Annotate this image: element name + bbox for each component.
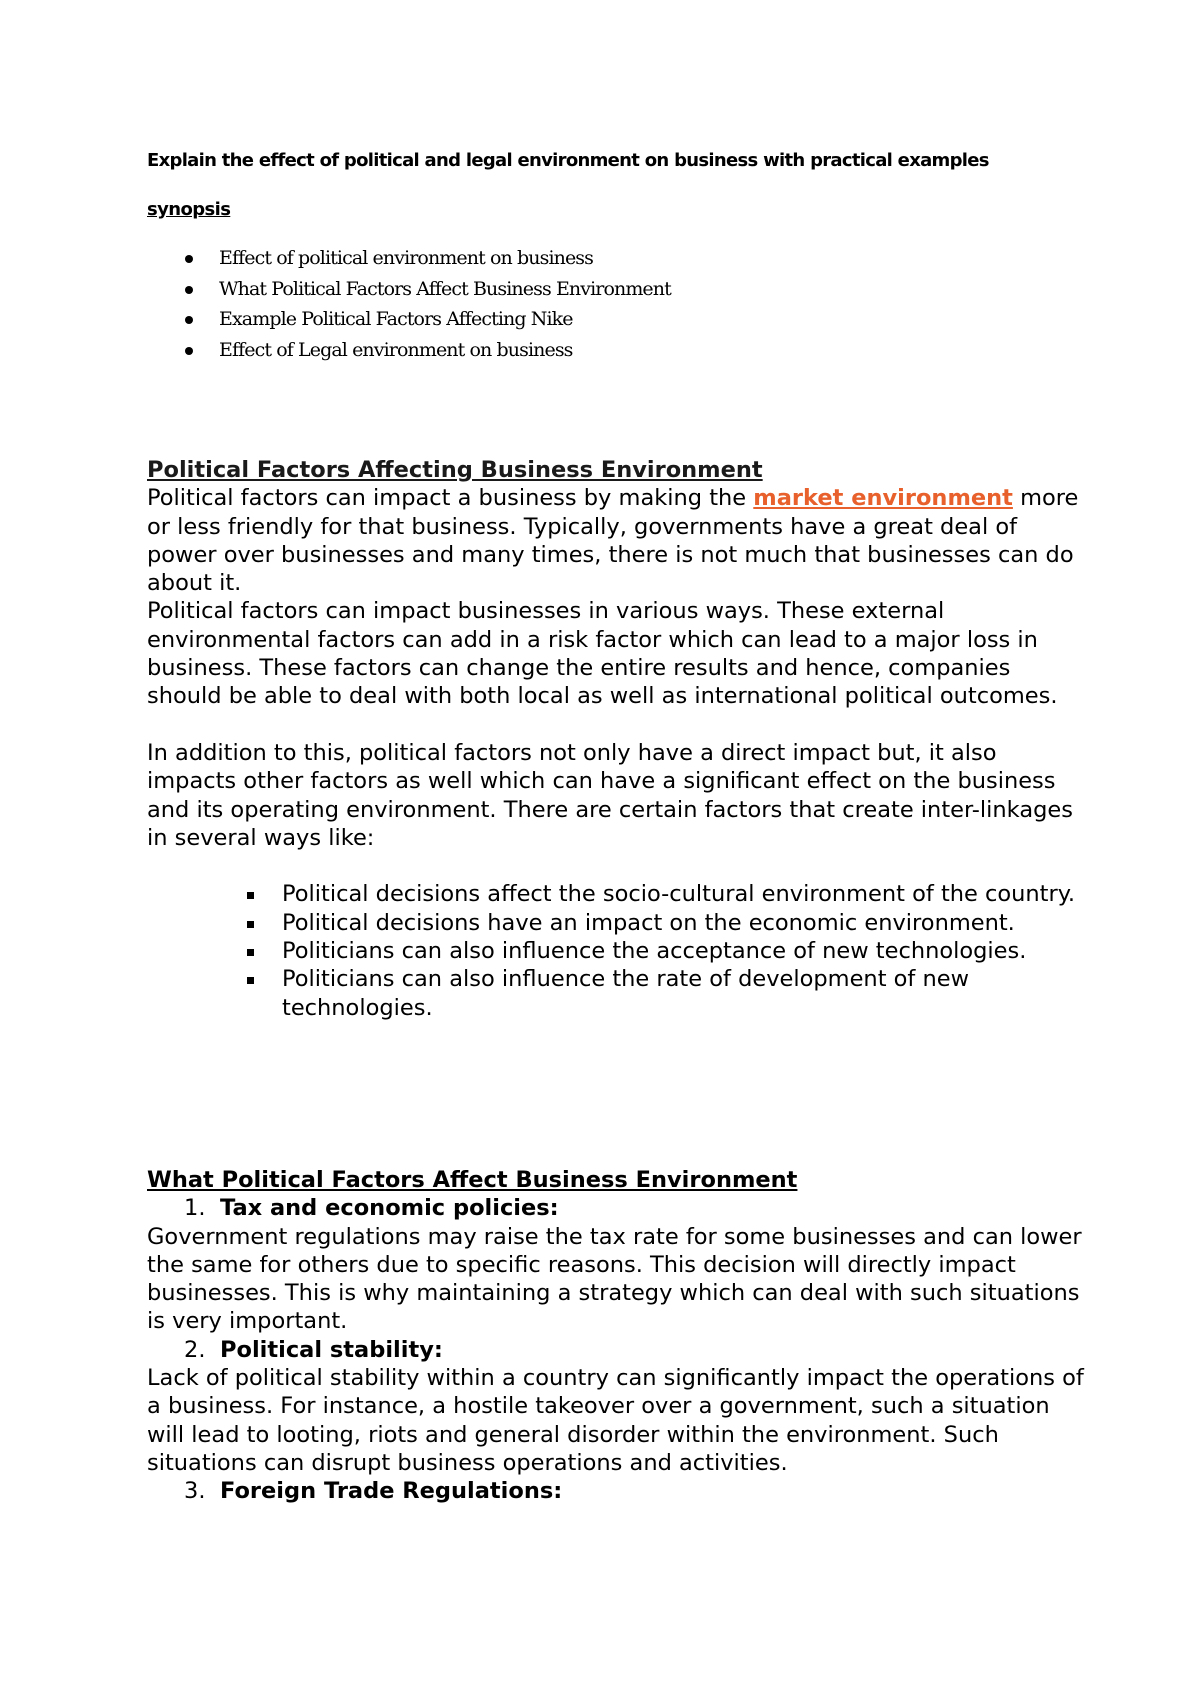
- list-item: Political decisions have an impact on the economic environment.: [147, 909, 1087, 937]
- synopsis-label: synopsis: [147, 199, 231, 220]
- paragraph: [147, 484, 1087, 597]
- synopsis-item: Effect of Legal environment on business: [147, 335, 671, 366]
- paragraph: Government regulations may raise the tax rate for some businesses and can lower the same for others due to specific reasons. This decision will directly impact businesses. This is why maintaining a strategy which can deal with such situations is very important.: [147, 1223, 1082, 1335]
- list-item: Politicians can also influence the acceptance of new technologies.: [147, 937, 1087, 965]
- section-heading: What Political Factors Affect Business Environment: [147, 1167, 798, 1193]
- paragraph-text: Political factors can impact a business by making the: [147, 485, 754, 512]
- numbered-heading: 1. Tax and economic policies:: [184, 1195, 559, 1222]
- section-what-political-factors: [147, 1166, 1087, 1506]
- numbered-heading-label: Tax and economic policies:: [220, 1195, 559, 1222]
- paragraph-text: more or less friendly for that business. Typically, governments have a great deal of power over businesses and many times, there is not much that businesses can do about it.: [147, 485, 1079, 597]
- inter-linkages-list: [147, 880, 1087, 1021]
- synopsis-item: Example Political Factors Affecting Nike: [147, 304, 671, 335]
- paragraph: Political factors can impact businesses in various ways. These external environmental factors can add in a risk factor which can lead to a major loss in business. These factors can change the entire results and hence, companies should be able to deal with both local as well as international political outcomes.: [147, 598, 1058, 710]
- synopsis-list: [147, 243, 671, 365]
- synopsis-item: Effect of political environment on business: [147, 243, 671, 274]
- synopsis-item: What Political Factors Affect Business Environment: [147, 274, 671, 305]
- list-item: Political decisions affect the socio-cultural environment of the country.: [147, 880, 1087, 908]
- paragraph: In addition to this, political factors not only have a direct impact but, it also impacts other factors as well which can have a significant effect on the business and its operating environment. There are certain factors that create inter-linkages in several ways like:: [147, 739, 1073, 851]
- numbered-heading-label: Foreign Trade Regulations:: [220, 1478, 563, 1505]
- document-title: Explain the effect of political and legal environment on business with practical examples: [147, 150, 989, 171]
- section-political-factors: [147, 456, 1087, 1022]
- numbered-heading: 3. Foreign Trade Regulations:: [184, 1478, 563, 1505]
- numbered-heading-label: Political stability:: [220, 1336, 443, 1363]
- paragraph: Lack of political stability within a country can significantly impact the operations of a business. For instance, a hostile takeover over a government, such a situation will lead to looting, riots and general disorder within the environment. Such situations can disrupt business operations and activities.: [147, 1365, 1084, 1476]
- numbered-heading: 2. Political stability:: [184, 1336, 443, 1363]
- list-item: Politicians can also influence the rate of development of new technologies.: [147, 965, 1087, 1022]
- section-heading: Political Factors Affecting Business Environment: [147, 457, 763, 483]
- market-environment-link[interactable]: market environment: [753, 485, 1013, 512]
